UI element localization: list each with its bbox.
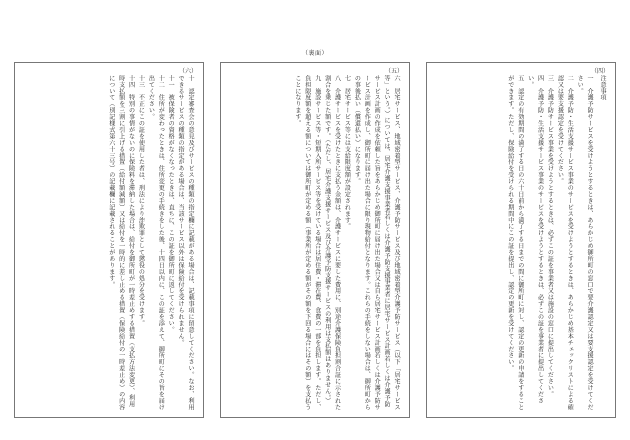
notice-item	[175, 75, 195, 411]
item-number: 六	[393, 75, 400, 82]
page-title: （裏面）	[301, 50, 328, 57]
panel-five	[220, 62, 410, 418]
item-text: 認定審査会の意見及びサービスの種類の指定欄に記載がある場合は、記載事項に留意してください。なお、利用できるサービスの種類の指定がある場合は、当該サービス以外は保険給付を受けられません。	[177, 75, 194, 411]
item-text: 特別の事情がないのに保険料を滞納した場合は、給付を御所町が一時差止めする措置（支払方法変更）、利用時支払額を三割に引上げる措置（給付額減額）又は給付を一時的に差し止める措置（保険給付の一時差止め）の内容について（別記様式第六十三号）の記載欄に記載されることがあります。	[107, 75, 135, 411]
notice-item	[145, 75, 165, 411]
item-text: 住所が変わったときは、住所変更の手続きをした後、十四日以内に、この証を添えて、御所町にその旨を届け出てください。	[147, 75, 165, 411]
item-number: 十三	[137, 75, 145, 88]
item-number: 三	[546, 75, 554, 82]
item-number: 十四	[127, 75, 135, 88]
notice-item	[574, 75, 594, 411]
notice-item	[342, 75, 352, 411]
notice-item	[554, 75, 574, 411]
notice-item	[322, 75, 342, 411]
item-number: 七	[343, 75, 351, 82]
panel-number: （四）	[590, 68, 609, 75]
item-text: 介護予防・生活支援サービス事業のサービスを受けようとするときは、あらかじめ基本チェックリストによる確認又は要支援認定を受けてください。	[556, 75, 574, 411]
notice-item	[136, 75, 146, 411]
item-text: 施設サービス等・短期入所サービス等を受けている場合は居住費・滞在費、食費の一部を負担します。ただし、負担限度額を超える額については御所町が定める額（事業所が定める額がその額を下回る場合にはその額）を支払うことになります。	[293, 75, 321, 411]
notice-heading: 注意事項	[599, 75, 606, 101]
item-number: 十二	[157, 75, 165, 88]
item-text: 介護予防サービス事業を受けようとするときは、必ずこの証を事業者又は施設の窓口に提出してください。	[546, 87, 554, 398]
item-text: 被保険者の資格がなくなったときは、直ちに、この証を御所町に返してください。	[167, 94, 175, 334]
panel-body	[23, 75, 195, 411]
item-text: 認定の有効期間の満了する日の六十日前から満了する日までの間に御所町に対し、認定の更新の申請をすることができます。ただし、保険給付を受けられる期間中にこの証を提出し、認定の更新を受けてください。	[506, 75, 524, 411]
notice-item	[525, 75, 545, 411]
panel-six	[14, 62, 204, 418]
item-number: 二	[566, 75, 574, 82]
item-number: 四	[536, 75, 544, 82]
item-text: 居宅サービス、地域密着型サービス、介護予防サービス及び地域密着型介護予防サービス（以下「居宅サービス等」という。）については、居宅介護支援事業者若しくは介護予防支援事業者に居宅サービス計画若しくは介護予防サービス計画の作成を依頼した旨をあらかじめ御所町に届け出た場合又は自ら居宅サービス計画若しくは介護予防サービス計画を作成し、御所町に届け出た場合に限り現物給付となります。これらの手続をしない場合は、御所町からの事後払い（償還払い）になります。	[353, 75, 400, 411]
panel-body	[435, 75, 607, 411]
item-number: 十一	[167, 75, 175, 88]
item-number: 十	[187, 75, 194, 82]
item-text: 居宅サービス等には支給限度額が設定されます。	[343, 87, 351, 230]
item-number: 五	[516, 75, 524, 82]
panel-number: （六）	[178, 68, 197, 75]
item-number: 九	[313, 75, 321, 82]
notice-item	[165, 75, 175, 411]
item-text: 介護予防サービスを受けようとするときは、あらかじめ御所町の窓口で要介護認定又は要支援認定を受けてください。	[576, 75, 594, 411]
item-number: 一	[586, 75, 594, 82]
panel-body	[229, 75, 401, 411]
notice-item	[292, 75, 322, 411]
notice-item	[351, 75, 401, 411]
item-text: 介護サービスを受けたときに支払う金額は、介護サービスに要した費用に、別途介護保険負担割合証に示された割合を乗じた額です。（ただし、居宅介護支援サービス及び介護予防支援サービスの利用は支払額はありません。）	[323, 75, 341, 411]
notice-item	[106, 75, 136, 411]
notice-item	[505, 75, 525, 411]
panel-four	[426, 62, 616, 418]
item-number: 八	[333, 75, 341, 82]
notice-item	[545, 75, 555, 411]
item-text: 不正にこの証を使用した者は、刑法により詐欺罪として懲役の処分を受けます。	[137, 94, 145, 327]
item-text: 介護予防・生活支援サービス事業のサービスを受けようとするときは、必ずこの証を事業者に提出してください。	[526, 75, 544, 404]
panel-number: （五）	[384, 68, 403, 75]
